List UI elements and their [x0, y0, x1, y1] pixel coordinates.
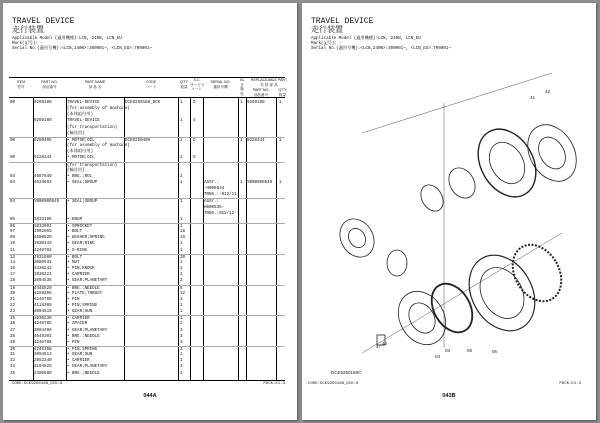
table-row	[9, 371, 285, 377]
cell-serial: -H000534	[204, 187, 225, 192]
cell-code: DCE9250188_DCK	[125, 101, 161, 105]
cell-part-no: YB00000549	[34, 200, 60, 205]
cell-part-no: J931660	[34, 255, 52, 260]
cell-qty: 3	[180, 371, 183, 376]
cell-sc: S	[193, 119, 196, 124]
cell-item: 06	[10, 225, 16, 229]
serial-no: Serial No.(適用号機):<LCN,240N>:300001~, <LCN_EU>:700001~	[311, 47, 451, 51]
cell-part-no: 3094496	[34, 328, 52, 333]
table-header	[9, 77, 288, 98]
cell-repl-qty: 1	[279, 101, 282, 105]
table-body	[9, 98, 285, 381]
callout-04: 04	[435, 354, 441, 359]
cell-part-name: • BRG.;NEEDLE	[67, 286, 100, 291]
cell-part-name: • PIN;SPRING	[67, 348, 98, 352]
cell-part-name: • GEAR;PLANETARY	[67, 365, 108, 370]
cell-repl-part-no: 9228344	[247, 138, 265, 143]
footer-code: CODE:DCE9250188_DCK-6	[308, 382, 359, 386]
cell-part-no: 1033091	[34, 225, 52, 229]
header-replaceable: REPLACEABLE PART 代 替 部 品	[250, 78, 288, 87]
cell-part-no: 9269189	[34, 119, 52, 124]
cell-sc: D	[193, 101, 196, 105]
applicable-model: Applicable Model (適用機種):LCN, 240N, LCN_EU	[311, 37, 421, 41]
cell-sc: D	[193, 138, 196, 143]
cell-part-name: TRAVEL-DEVICE	[67, 119, 100, 124]
cell-qty: 3	[180, 328, 183, 333]
cell-part-name: (本体組付用)	[67, 150, 93, 155]
header-sc: S.C サービス コード	[190, 78, 205, 91]
cell-part-name: • SEAL;GROUP	[67, 200, 98, 205]
cell-part-no: 4246788	[34, 340, 52, 345]
cell-part-name: (本体組付用)	[67, 113, 93, 118]
cell-part-no: 4580920	[34, 236, 52, 241]
cell-qty: 1	[180, 225, 183, 229]
cell-part-name: • DRUM	[67, 217, 83, 222]
cell-part-no: J902055	[34, 230, 52, 235]
cell-part-name: • MOTOR;OIL	[67, 156, 95, 161]
cell-part-name: • GEAR;PLANETARY	[67, 328, 108, 333]
cell-item: 17	[10, 273, 16, 278]
right-page	[302, 3, 596, 420]
cell-part-name: • PIN;SPRING	[67, 303, 98, 308]
cell-item: 27	[10, 328, 16, 333]
cell-part-no: 2052340	[34, 359, 52, 364]
cell-ich: 1	[240, 101, 243, 105]
cell-part-name: • GEAR;SUN	[67, 310, 93, 315]
cell-qty: 1	[180, 248, 183, 253]
callout-05: 05	[467, 348, 473, 353]
cell-qty: 1	[180, 317, 183, 322]
cell-part-no: 3086531	[34, 260, 52, 265]
title-jp: 走行装置	[12, 26, 44, 35]
cell-serial: TRNS.:-012/11	[204, 193, 237, 198]
mark: Mark(記号): -	[311, 42, 342, 46]
cell-qty: 20	[180, 255, 186, 260]
cell-item: 07	[10, 230, 16, 235]
cell-qty: 1	[180, 180, 183, 185]
header-ich: I/C 互 換 性	[239, 78, 245, 96]
cell-qty: 1	[180, 353, 183, 358]
cell-part-no: 4269296	[34, 291, 52, 296]
header-repl-part-no: PART NO. 部品番号	[252, 88, 270, 97]
cell-qty: 1	[180, 359, 183, 364]
cell-qty: 6	[180, 286, 183, 291]
cell-part-no: 1030221	[34, 273, 52, 278]
cell-qty: 18	[180, 230, 186, 235]
cell-part-name: • SEAL;GROUP	[67, 180, 98, 185]
cell-qty: 2	[180, 174, 183, 179]
cell-part-name: • MOTOR;OIL	[67, 138, 95, 143]
cell-item: 12	[10, 255, 16, 260]
cell-part-name: • SPACER	[67, 322, 88, 327]
cell-qty: 12	[180, 291, 186, 296]
cell-ich: 1	[240, 180, 243, 185]
cell-qty: 1	[180, 101, 183, 105]
cell-part-name: • BOLT	[67, 255, 83, 260]
cell-part-name: • PIN;KNOCK	[67, 267, 95, 272]
cell-item: 22	[10, 303, 16, 308]
cell-sc: S	[193, 156, 196, 161]
cell-part-name: • CARRIER	[67, 273, 90, 278]
cell-part-no: 3104625	[34, 365, 52, 370]
cell-code: DCE9250406	[125, 138, 151, 143]
cell-part-no: 4246358	[34, 348, 52, 352]
callout-06: 06	[492, 349, 498, 354]
cell-part-no: 4445529	[34, 286, 52, 291]
cell-part-no: 4246790	[34, 297, 52, 302]
cell-qty: 3	[180, 334, 183, 339]
cell-part-name: (for transportation)	[67, 163, 118, 168]
cell-item: 31	[10, 353, 16, 358]
cell-repl-qty: 1	[279, 138, 282, 143]
cell-item: 00	[10, 138, 16, 143]
cell-repl-part-no: YB00000549	[247, 180, 273, 185]
applicability-info	[12, 37, 152, 52]
cell-part-no: 1033196	[34, 217, 52, 222]
left-page	[3, 3, 297, 420]
cell-item: 03	[10, 174, 16, 179]
cell-part-name: (輸送用)	[67, 168, 85, 173]
cell-item: 04	[10, 180, 16, 185]
cell-qty: 1	[180, 242, 183, 247]
cell-part-no: 1030343	[34, 242, 52, 247]
cell-item: 21	[10, 297, 16, 302]
applicable-model: Applicable Model (適用機種):LCN, 240N, LCN_EU	[12, 37, 122, 41]
cell-part-no: 4634693	[34, 180, 52, 185]
parts-table	[9, 77, 288, 381]
cell-item: 04	[10, 200, 16, 205]
footer-right: PDCK-E1-3	[263, 382, 285, 386]
cell-qty: 3	[180, 297, 183, 302]
cell-item: 14	[10, 260, 16, 265]
cell-item: 00	[10, 101, 16, 105]
cell-part-name: • NUT	[67, 260, 80, 265]
cell-qty: 1	[180, 200, 183, 205]
cell-qty: 1	[180, 156, 183, 161]
callout-41: 41	[530, 95, 536, 100]
page-number: 043B	[442, 393, 456, 399]
header-repl-qty: Q'TY 数量	[278, 88, 287, 97]
header-part-no: PART NO. 部品番号	[41, 80, 58, 89]
callout-03: 03	[445, 348, 451, 353]
cell-qty: 3	[180, 279, 183, 284]
header-item: ITEM 符号	[16, 80, 26, 89]
mark: Mark(記号): -	[12, 42, 43, 46]
callout-42: 42	[545, 89, 551, 94]
cell-part-name: • BRG.;ROL	[67, 174, 93, 179]
serial-no: Serial No.(適用号機):<LCN,240N>:300001~, <LCN_EU>:700001~	[12, 47, 152, 51]
cell-part-name: • CARRIER	[67, 359, 90, 364]
cell-part-name: • O-RING	[67, 248, 88, 253]
exploded-parts-diagram	[302, 3, 596, 383]
cell-part-name: • BOLT	[67, 230, 83, 235]
title-en: TRAVEL DEVICE	[12, 17, 75, 26]
cell-qty: 1	[180, 273, 183, 278]
cell-item: 05	[10, 217, 16, 222]
cell-part-name: • PIN	[67, 340, 80, 345]
cell-part-name: • BRG.;NEEDLE	[67, 334, 100, 339]
cell-item: 30	[10, 348, 16, 352]
cell-item: 26	[10, 322, 16, 327]
cell-part-no: 4436242	[34, 267, 52, 272]
cell-qty: 3	[180, 340, 183, 345]
cell-qty: 1	[180, 138, 183, 143]
cell-item: 00	[10, 156, 16, 161]
cell-qty: 1	[180, 217, 183, 222]
cell-item: 18	[10, 279, 16, 284]
cell-item: 29	[10, 340, 16, 345]
cell-part-no: 9228344	[34, 156, 52, 161]
cell-part-no: 3094536	[34, 279, 52, 284]
cell-qty: 1	[180, 267, 183, 272]
cell-qty: 1	[180, 260, 183, 265]
cell-part-name: • PIN	[67, 297, 80, 302]
cell-part-name: • PLATE;THRUST	[67, 291, 103, 296]
cell-item: 23	[10, 310, 16, 315]
cell-serial: H000535-	[204, 205, 225, 210]
cell-part-name: • SPROCKET	[67, 225, 93, 229]
cell-qty: 1	[180, 119, 183, 124]
callout-46: 46	[382, 341, 388, 346]
cell-part-no: 4649301	[34, 334, 52, 339]
cell-qty: 3	[180, 348, 183, 352]
header-serial: SERIAL NO. 適用号機	[210, 80, 231, 89]
cell-part-name: • CARRIER	[67, 317, 90, 322]
cell-qty: 2	[180, 322, 183, 327]
cell-repl-qty: 1	[279, 180, 282, 185]
cell-qty: 18	[180, 236, 186, 241]
cell-part-no: 1030230	[34, 317, 52, 322]
cell-item: 35	[10, 371, 16, 376]
cell-qty: 1	[180, 310, 183, 315]
footer-code: CODE:DCE9250188_DCK-6	[12, 382, 63, 386]
cell-item: 15	[10, 267, 16, 272]
cell-part-no: 4116309	[34, 303, 52, 308]
page-number: 044A	[143, 393, 157, 399]
title-en: TRAVEL DEVICE	[311, 17, 374, 26]
cell-part-no: 3094513	[34, 353, 52, 358]
footer-right: PDCK-E1-3	[559, 382, 581, 386]
cell-repl-part-no: 9269189	[247, 101, 265, 105]
cell-item: 28	[10, 334, 16, 339]
cell-part-no: 9269188	[34, 101, 52, 105]
page-title	[12, 17, 74, 35]
cell-item: 34	[10, 365, 16, 370]
diagram-code: DCE9250188C	[331, 370, 362, 375]
cell-part-name: (for transportation)	[67, 125, 118, 130]
cell-part-name: (輸送用)	[67, 131, 85, 136]
cell-part-name: (for assembly of machine)	[67, 107, 130, 112]
cell-part-no: 3094515	[34, 310, 52, 315]
cell-item: 25	[10, 317, 16, 322]
cell-serial: ASSY.:	[204, 180, 220, 185]
cell-serial: ASSY.:	[204, 200, 220, 205]
cell-part-no: 4406589	[34, 371, 52, 376]
cell-item: 19	[10, 286, 16, 291]
callout-47: 47	[376, 344, 382, 349]
cell-qty: 3	[180, 365, 183, 370]
cell-part-name: (for assembly of machine)	[67, 144, 130, 149]
cell-part-name: • WASHER;SPRING	[67, 236, 105, 241]
cell-part-no: 4667640	[34, 174, 52, 179]
header-part-name: PART NAME 部 品 名	[84, 80, 106, 89]
cell-part-name: • BRG.;NEEDLE	[67, 371, 100, 376]
cell-part-name: TRAVEL-DEVICE	[67, 101, 100, 105]
cell-part-name: • GEAR;RING	[67, 242, 95, 247]
header-code: CODE コード	[145, 80, 157, 89]
cell-part-no: 9250406	[34, 138, 52, 143]
cell-part-name: • GEAR;PLANETARY	[67, 279, 108, 284]
cell-serial: TRNS.:012/12-	[204, 211, 237, 216]
header-qty: Q'TY 数量	[179, 80, 189, 89]
cell-item: 33	[10, 359, 16, 364]
cell-item: 11	[10, 248, 16, 253]
cell-ich: 1	[240, 138, 243, 143]
cell-item: 08	[10, 236, 16, 241]
cell-item: 10	[10, 242, 16, 247]
cell-part-no: 4246785	[34, 322, 52, 327]
cell-part-no: 4246792	[34, 248, 52, 253]
cell-qty: 3	[180, 303, 183, 308]
title-jp: 走行装置	[311, 26, 343, 35]
cell-item: 20	[10, 291, 16, 296]
cell-part-name: • GEAR;SUN	[67, 353, 93, 358]
